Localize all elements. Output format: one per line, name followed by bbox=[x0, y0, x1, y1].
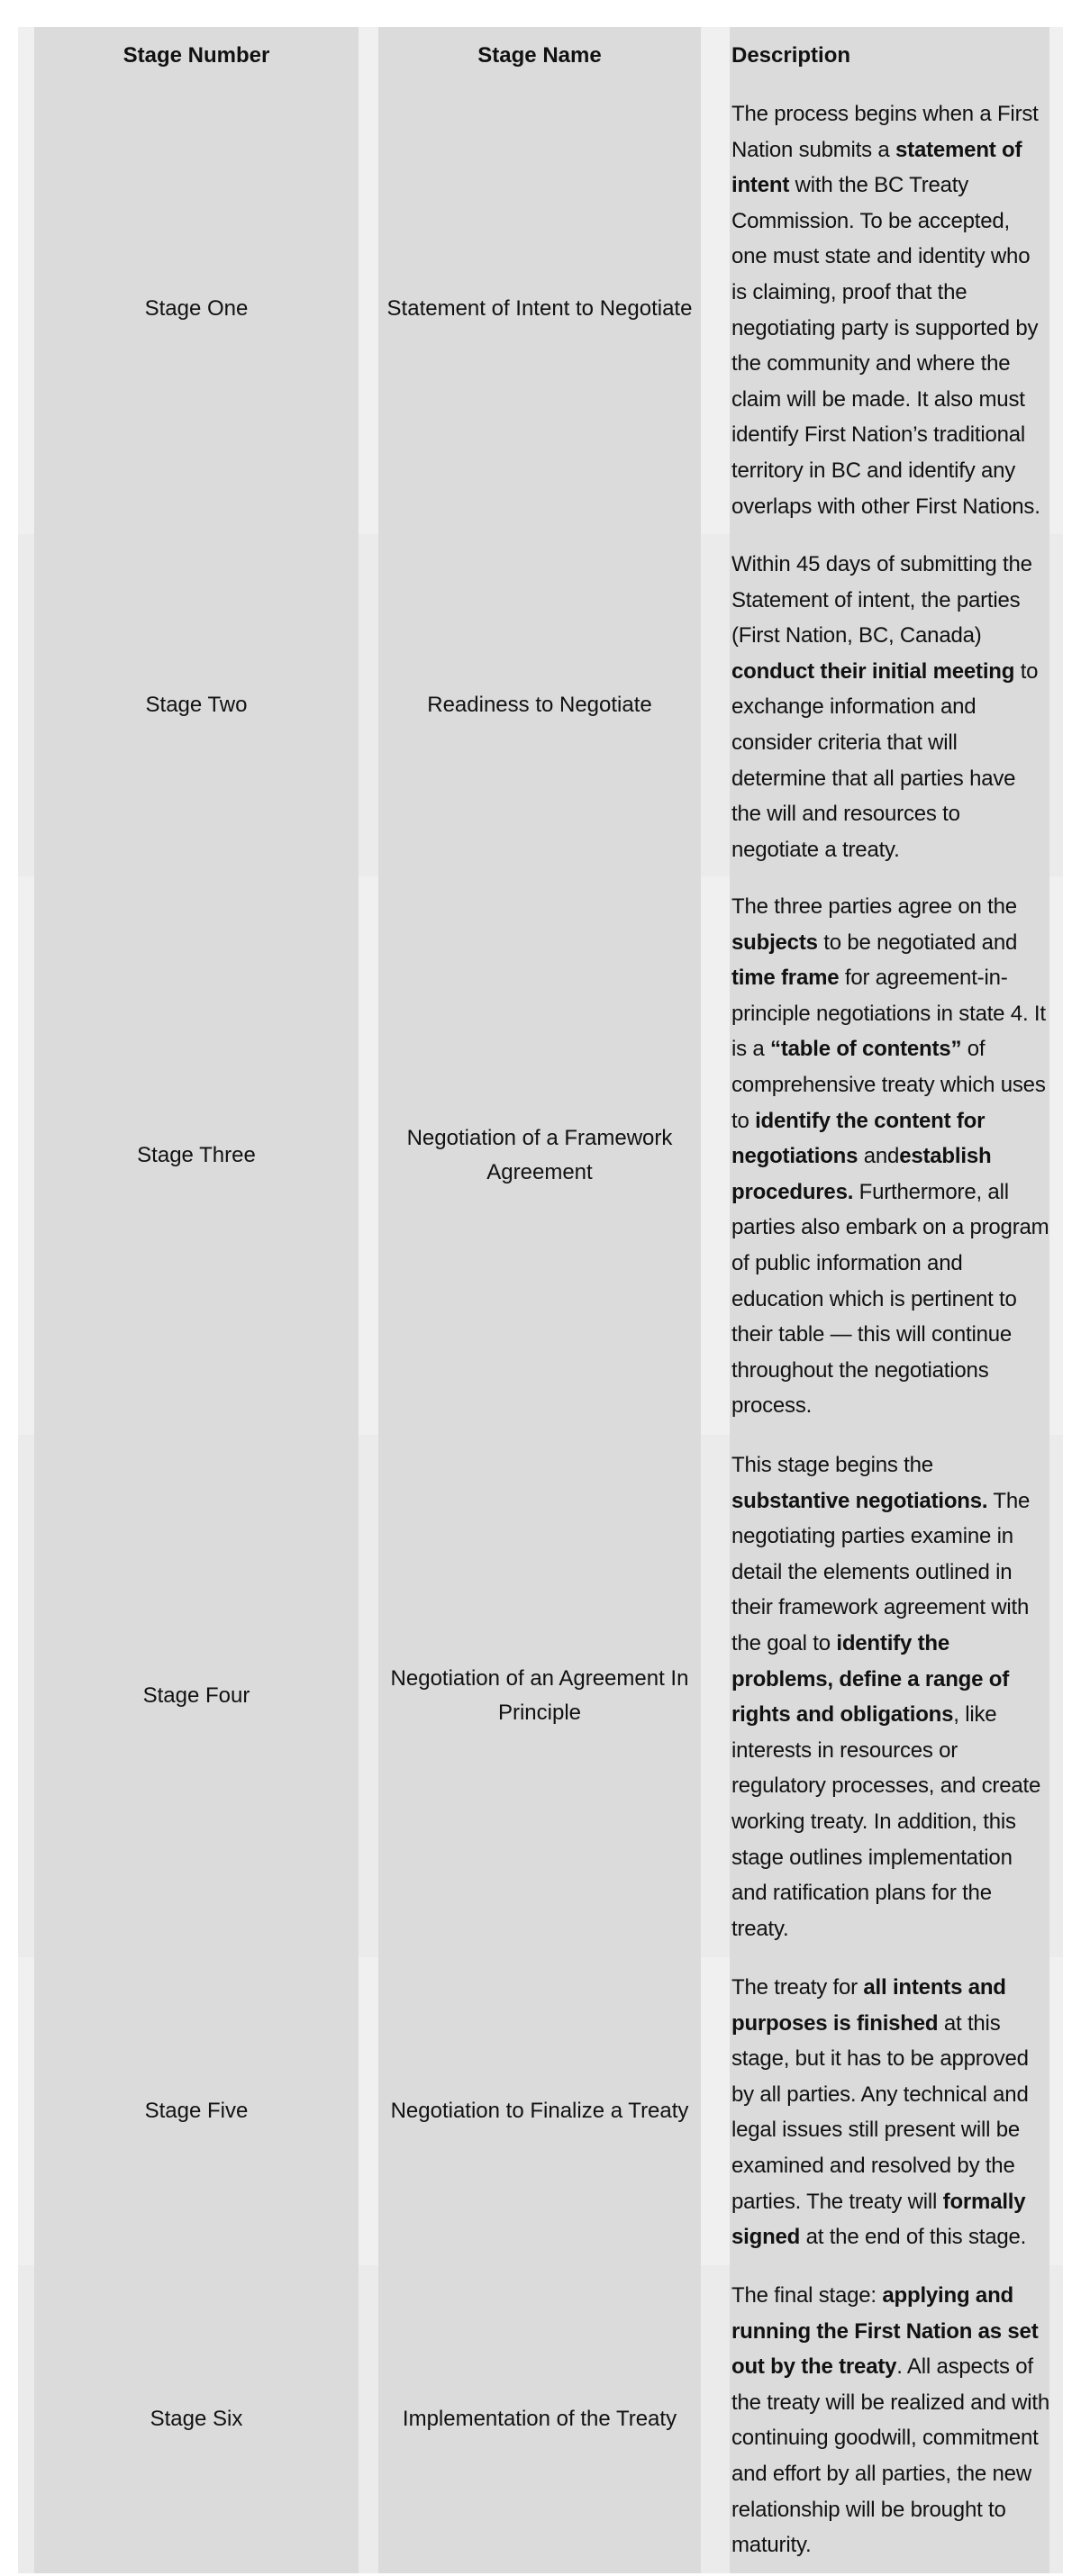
description-text: This stage begins the substantive negotiations. The negotiating parties examine in detail the elements outlined in their framework agreement with the goal to identify the problems, define a range of rights and obligations, like interests in resources or regulatory processes, and create working treaty. In addition, this stage outlines implementation and ratification plans for the treaty. bbox=[731, 1453, 1041, 1941]
table-row bbox=[18, 1435, 1063, 1957]
emphasis-text: conduct their initial meeting bbox=[731, 658, 1015, 684]
description-text: The treaty for all intents and purposes is finished at this stage, but it has to be approved by all parties. Any technical and legal issues still present will be examined and resolved by the parties. The treaty will formally signed at the end of this stage. bbox=[731, 1975, 1029, 2250]
emphasis-text: establish procedures. bbox=[731, 1144, 992, 1204]
description-text: The final stage: applying and running the First Nation as set out by the treaty. All aspects of the treaty will be realized and with continuing goodwill, commitment and effort by all parties, the new relationship will be brought to maturity. bbox=[731, 2283, 1049, 2558]
table-row bbox=[18, 1957, 1063, 2265]
description-cell bbox=[730, 1957, 1049, 2265]
emphasis-text: all intents and purposes is finished bbox=[731, 1975, 1006, 2036]
stage-number-cell: Stage Five bbox=[34, 1957, 359, 2265]
header-stage-number: Stage Number bbox=[34, 27, 359, 84]
stage-name-cell: Statement of Intent to Negotiate bbox=[378, 84, 701, 534]
table-row bbox=[18, 534, 1063, 876]
stage-number-cell: Stage One bbox=[34, 84, 359, 534]
emphasis-text: statement of intent bbox=[731, 137, 1022, 198]
description-text: Within 45 days of submitting the Statement of intent, the parties (First Nation, BC, Canada) conduct their initial meeting to exchange information and consider criteria that will determine that all parties have the will and resources to negotiate a treaty. bbox=[731, 552, 1039, 862]
header-stage-name: Stage Name bbox=[378, 27, 701, 84]
stage-name-cell: Negotiation of a Framework Agreement bbox=[378, 876, 701, 1435]
table-row bbox=[18, 876, 1063, 1435]
emphasis-text: time frame bbox=[731, 966, 840, 991]
header-description: Description bbox=[730, 27, 1049, 84]
emphasis-text: “table of contents” bbox=[770, 1037, 962, 1062]
description-text: The process begins when a First Nation submits a statement of intent with the BC Treaty Commission. To be accepted, one must state and identity who is claiming, proof that the negotiating party is supported by the community and where the claim will be made. It also must identify First Nation’s traditional territory in BC and identify any overlaps with other First Nations. bbox=[731, 102, 1040, 519]
description-cell bbox=[730, 2265, 1049, 2573]
description-cell bbox=[730, 876, 1049, 1435]
emphasis-text: identify the content for negotiations bbox=[731, 1108, 986, 1169]
stage-name-cell: Implementation of the Treaty bbox=[378, 2265, 701, 2573]
stage-name-cell: Negotiation to Finalize a Treaty bbox=[378, 1957, 701, 2265]
description-cell bbox=[730, 1435, 1049, 1957]
emphasis-text: formally signed bbox=[731, 2189, 1026, 2250]
stage-number-cell: Stage Four bbox=[34, 1435, 359, 1957]
emphasis-text: substantive negotiations. bbox=[731, 1488, 988, 1513]
table-row bbox=[18, 84, 1063, 534]
description-cell bbox=[730, 84, 1049, 534]
table-header-row bbox=[18, 27, 1063, 84]
emphasis-text: identify the problems, define a range of rights and obligations bbox=[731, 1630, 1009, 1728]
description-cell bbox=[730, 534, 1049, 876]
stage-name-cell: Negotiation of an Agreement In Principle bbox=[378, 1435, 701, 1957]
stages-table bbox=[18, 27, 1063, 2573]
emphasis-text: subjects bbox=[731, 930, 818, 955]
stage-number-cell: Stage Six bbox=[34, 2265, 359, 2573]
emphasis-text: applying and running the First Nation as set out by the treaty bbox=[731, 2283, 1039, 2380]
stage-name-cell: Readiness to Negotiate bbox=[378, 534, 701, 876]
description-text: The three parties agree on the subjects to be negotiated and time frame for agreement-in-principle negotiations in state 4. It is a “table of contents” of comprehensive treaty which uses to identify the content for negotiations andestablish procedures. Furthermore, all parties also embark on a program of public information and education which is pertinent to their table — this will continue throughout the negotiations process. bbox=[731, 894, 1049, 1419]
stage-number-cell: Stage Three bbox=[34, 876, 359, 1435]
stage-number-cell: Stage Two bbox=[34, 534, 359, 876]
table-row bbox=[18, 2265, 1063, 2573]
